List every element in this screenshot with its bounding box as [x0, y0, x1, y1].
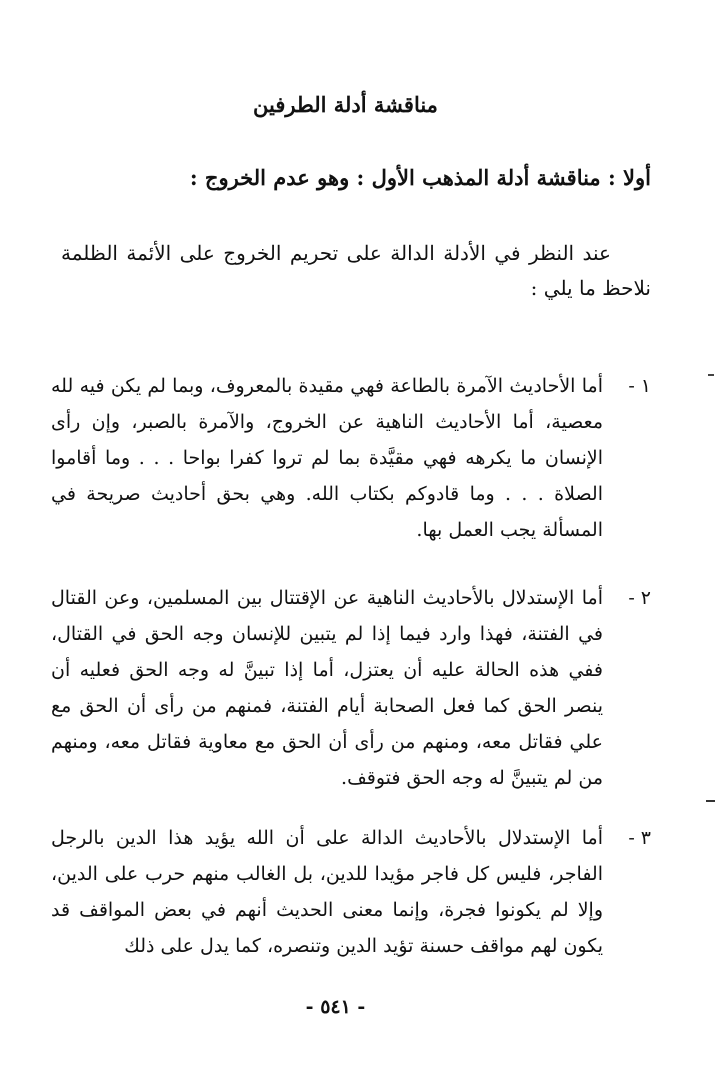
- page-number: - ٥٤١ -: [305, 996, 366, 1018]
- list-item-text: أما الإستدلال بالأحاديث الدالة على أن الله يؤيد هذا الدين بالرجل الفاجر، فليس كل فاجر مؤيدا للدين، بل الغالب منهم حرب على الدين، وإلا لم يكونوا فجرة، وإنما معنى الحديث أنهم في بعض المواقف قد يكون لهم مواقف حسنة تؤيد الدين وتنصره، كما يدل على ذلك: [51, 827, 603, 957]
- list-item-number: ٣ -: [628, 827, 651, 849]
- list-item-text: أما الأحاديث الآمرة بالطاعة فهي مقيدة بالمعروف، وبما لم يكن فيه لله معصية، أما الأحاديث الناهية عن الخروج، والآمرة بالصبر، وإن رأى الإنسان ما يكرهه فهي مقيَّدة بما لم تروا كفرا بواحا . . . وما أقاموا الصلاة . . . وما قادوكم بكتاب الله. وهي بحق أحاديث صريحة في المسألة يجب العمل بها.: [51, 375, 603, 541]
- scan-edge-mark: [706, 800, 715, 802]
- list-item-text: أما الإستدلال بالأحاديث الناهية عن الإقتتال بين المسلمين، وعن القتال في الفتنة، فهذا وارد فيما إذا لم يتبين للإنسان وجه الحق في القتال، ففي هذه الحالة عليه أن يعتزل، أما إذا تبينَّ له وجه الحق فعليه أن ينصر الحق كما فعل الصحابة أيام الفتنة، فمنهم من رأى أن الحق مع علي فقاتل معه، ومنهم من رأى أن الحق مع معاوية فقاتل معه، ومنهم من لم يتبينَّ له وجه الحق فتوقف.: [51, 587, 603, 789]
- list-item-number: ٢ -: [628, 587, 651, 609]
- intro-paragraph: [61, 236, 651, 306]
- list-item-1: [51, 368, 651, 548]
- list-item-2: [51, 580, 651, 796]
- intro-text: عند النظر في الأدلة الدالة على تحريم الخروج على الأئمة الظلمة نلاحظ ما يلي :: [61, 241, 651, 300]
- list-item-3: [51, 820, 651, 964]
- list-item-number: ١ -: [628, 375, 651, 397]
- subsection-heading: أولا : مناقشة أدلة المذهب الأول : وهو عدم الخروج :: [189, 165, 651, 190]
- scan-edge-mark: [708, 374, 714, 376]
- section-title: مناقشة أدلة الطرفين: [253, 92, 438, 117]
